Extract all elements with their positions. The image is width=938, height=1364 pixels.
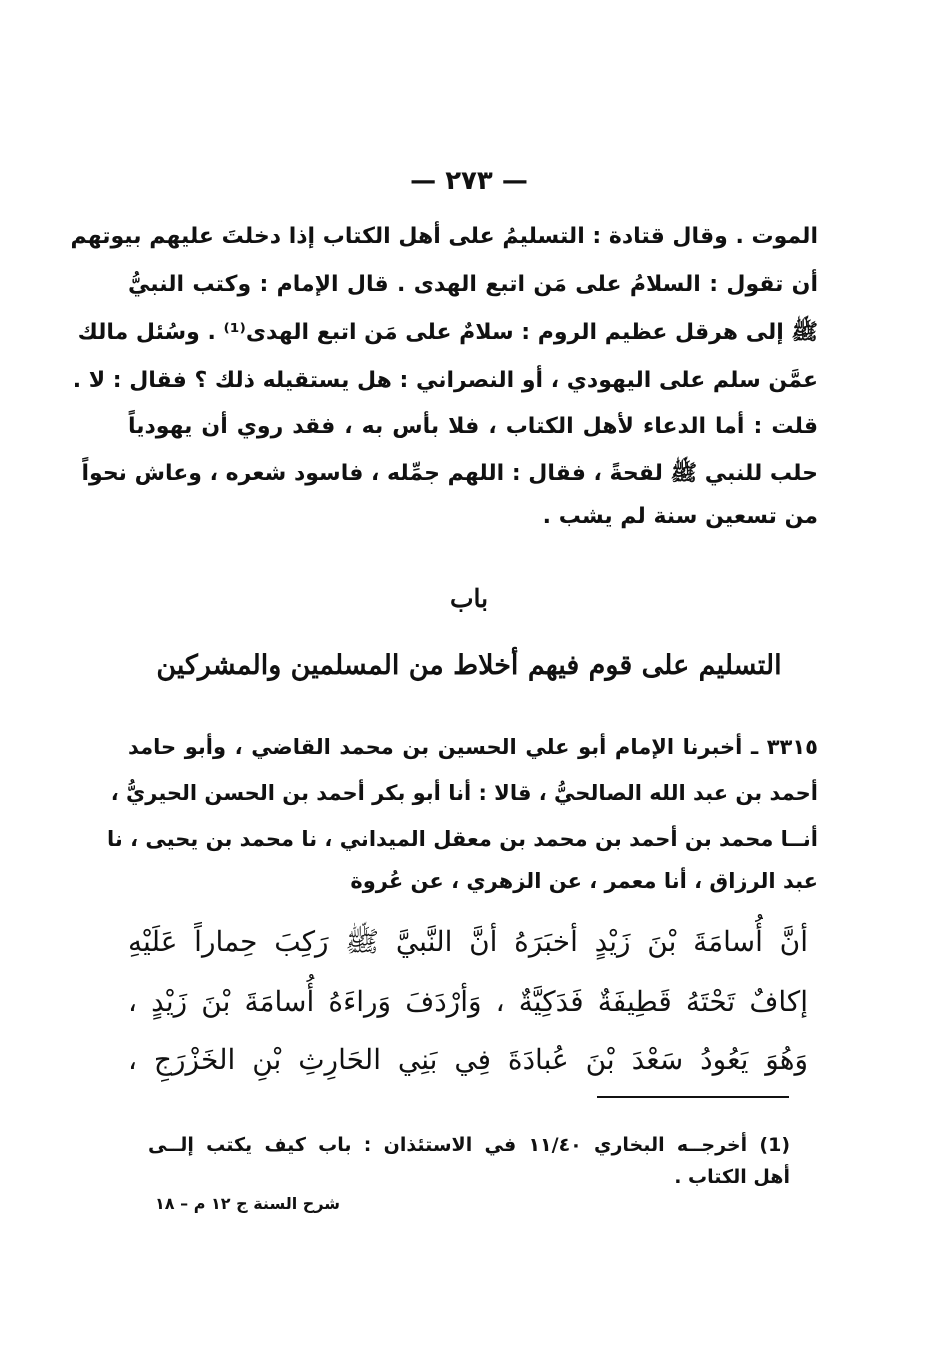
- text-line: أنــا محمد بن أحمد بن محمد بن معقل الميداني ، نا محمد بن يحيى ، نا: [107, 827, 818, 851]
- text-line: إكافٌ تَحْتَهُ قَطِيفَةٌ فَدَكِيَّةٌ ، وَأرْدَفَ وَراءَهُ أُسامَةَ بْنَ زَيْدٍ ،: [128, 985, 808, 1018]
- text-line: الموت . وقال قتادة : التسليمُ على أهل الكتاب إذا دخلتَ عليهم بيوتهم: [70, 224, 818, 249]
- text-line: وَهُوَ يَعُودُ سَعْدَ بْنَ عُبادَةَ فِي بَنِي الحَارِثِ بْنِ الخَزْرَجِ ،: [128, 1043, 808, 1076]
- text-line: (1) أخرجــه البخاري ١١/٤٠ في الاستئذان : باب كيف يكتب إلــى: [148, 1134, 790, 1156]
- text-line: من تسعين سنة لم يشب .: [542, 504, 818, 529]
- text-line: أنَّ أُسامَةَ بْنَ زَيْدٍ أخبَرَهُ أنَّ النَّبيَّ ﷺ رَكِبَ حِماراً عَلَيْهِ: [128, 925, 808, 958]
- printer-signature: شرح السنة ج ١٢ م – ١٨: [155, 1194, 340, 1213]
- text-line: عبد الرزاق ، أنا معمر ، عن الزهري ، عن عُروة: [350, 869, 818, 893]
- text-line: قلت : أما الدعاء لأهل الكتاب ، فلا بأس به ، فقد روي أن يهودياً: [128, 414, 818, 439]
- page-number: — ٢٧٣ —: [410, 166, 528, 196]
- text-line: ٣٣١٥ ـ أخبرنا الإمام أبو علي الحسين بن محمد القاضي ، وأبو حامد: [128, 735, 818, 759]
- text-line: ﷺ إلى هرقل عظيم الروم : سلامٌ على مَن اتبع الهدى⁽¹⁾ . وسُئل مالك: [77, 320, 818, 345]
- text-line: أهل الكتاب .: [674, 1166, 790, 1188]
- chapter-heading: باب: [449, 584, 489, 613]
- text-line: أن تقول : السلامُ على مَن اتبع الهدى . قال الإمام : وكتب النبيُّ: [128, 272, 818, 297]
- chapter-title: التسليم على قوم فيهم أخلاط من المسلمين والمشركين: [156, 650, 782, 681]
- footnote-separator: [597, 1096, 789, 1098]
- text-line: أحمد بن عبد الله الصالحيُّ ، قالا : أنا أبو بكر أحمد بن الحسن الحيريُّ ،: [110, 781, 818, 805]
- text-line: حلب للنبي ﷺ لقحةً ، فقال : اللهم جمِّله ، فاسود شعره ، وعاش نحواً: [81, 461, 818, 486]
- text-line: عمَّن سلم على اليهودي ، أو النصراني : هل يستقيله ذلك ؟ فقال : لا .: [72, 368, 818, 393]
